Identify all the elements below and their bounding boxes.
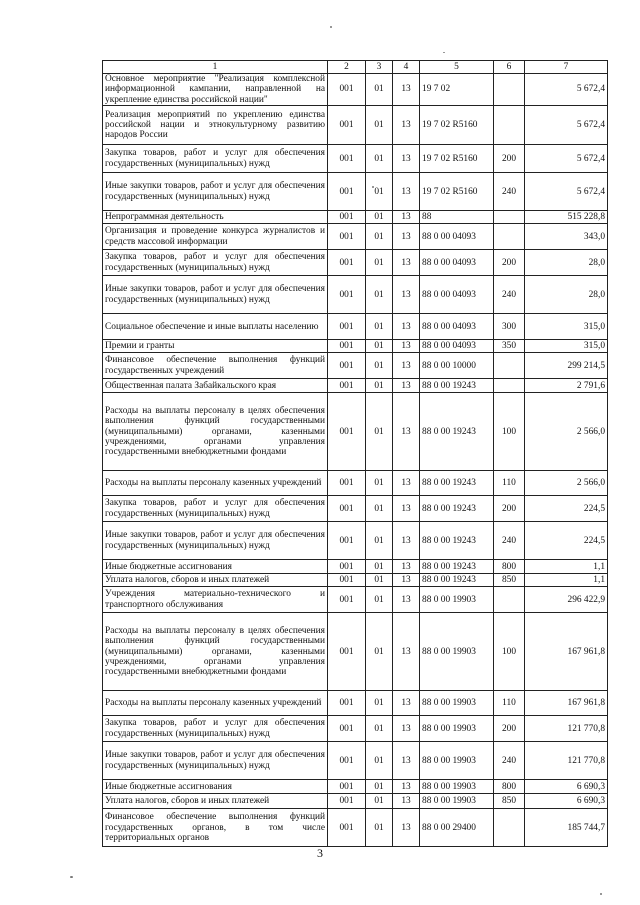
cell-expense-type: [494, 587, 525, 613]
cell-expense-type: 850: [494, 574, 525, 587]
cell-expense-type: [494, 379, 525, 393]
table-row: [103, 211, 608, 224]
table-row: [103, 250, 608, 276]
cell-target-article: 88 0 00 19243: [420, 522, 494, 560]
cell-admin-code: 001: [328, 211, 366, 224]
header-cell: 4: [393, 61, 420, 74]
cell-amount: 5 672,4: [525, 74, 608, 106]
cell-name: Финансовое обеспечение выполнения функций государственных учреждений: [103, 353, 328, 379]
cell-section: 01: [366, 809, 393, 847]
cell-subsection: 13: [393, 276, 420, 314]
cell-target-article: 88 0 00 19903: [420, 587, 494, 613]
table-row: [103, 379, 608, 393]
table-row: [103, 742, 608, 780]
cell-admin-code: 001: [328, 471, 366, 496]
cell-admin-code: 001: [328, 522, 366, 560]
table-row: [103, 74, 608, 106]
cell-subsection: 13: [393, 780, 420, 794]
cell-admin-code: 001: [328, 145, 366, 173]
cell-expense-type: 350: [494, 340, 525, 353]
cell-subsection: 13: [393, 809, 420, 847]
cell-amount: 185 744,7: [525, 809, 608, 847]
table-row: [103, 794, 608, 809]
cell-name: Общественная палата Забайкальского края: [103, 379, 328, 393]
table-row: [103, 353, 608, 379]
cell-expense-type: 800: [494, 560, 525, 574]
scan-speck: [600, 893, 602, 895]
cell-target-article: 88 0 00 19903: [420, 780, 494, 794]
cell-target-article: 88 0 00 04093: [420, 224, 494, 250]
cell-section: 01: [366, 496, 393, 522]
cell-subsection: 13: [393, 379, 420, 393]
cell-subsection: 13: [393, 314, 420, 340]
cell-section: 01: [366, 224, 393, 250]
cell-admin-code: 001: [328, 560, 366, 574]
cell-subsection: 13: [393, 340, 420, 353]
cell-target-article: 88 0 00 19903: [420, 613, 494, 691]
cell-section: 01: [366, 173, 393, 211]
cell-name: Уплата налогов, сборов и иных платежей: [103, 794, 328, 809]
cell-section: 01: [366, 560, 393, 574]
cell-amount: 5 672,4: [525, 145, 608, 173]
cell-name: Непрограммная деятельность: [103, 211, 328, 224]
cell-admin-code: 001: [328, 340, 366, 353]
cell-subsection: 13: [393, 496, 420, 522]
cell-name: Закупка товаров, работ и услуг для обеспечения государственных (муниципальных) нужд: [103, 250, 328, 276]
table-row: [103, 496, 608, 522]
cell-subsection: 13: [393, 145, 420, 173]
cell-amount: 167 961,8: [525, 613, 608, 691]
cell-expense-type: 240: [494, 276, 525, 314]
cell-expense-type: [494, 106, 525, 145]
header-cell: 6: [494, 61, 525, 74]
cell-admin-code: 001: [328, 613, 366, 691]
cell-section: 01: [366, 353, 393, 379]
cell-expense-type: [494, 74, 525, 106]
cell-admin-code: 001: [328, 780, 366, 794]
cell-section: 01: [366, 742, 393, 780]
table-body: [103, 74, 608, 847]
cell-target-article: 88 0 00 04093: [420, 314, 494, 340]
cell-expense-type: 200: [494, 145, 525, 173]
cell-section: 01: [366, 379, 393, 393]
cell-subsection: 13: [393, 574, 420, 587]
cell-subsection: 13: [393, 74, 420, 106]
cell-target-article: 88 0 00 19243: [420, 471, 494, 496]
cell-subsection: 13: [393, 522, 420, 560]
table-row: [103, 691, 608, 716]
cell-name: Финансовое обеспечение выполнения функций государственных органов, в том числе территориальных органов: [103, 809, 328, 847]
table-header-row: [103, 61, 608, 74]
cell-target-article: 19 7 02 R5160: [420, 145, 494, 173]
cell-expense-type: 200: [494, 716, 525, 742]
cell-target-article: 88 0 00 04093: [420, 340, 494, 353]
cell-expense-type: [494, 224, 525, 250]
cell-name: Реализация мероприятий по укреплению единства российской нации и этнокультурному развитию народов России: [103, 106, 328, 145]
cell-name: Иные закупки товаров, работ и услуг для обеспечения государственных (муниципальных) нужд: [103, 276, 328, 314]
cell-amount: 28,0: [525, 276, 608, 314]
cell-amount: 315,0: [525, 340, 608, 353]
cell-expense-type: 110: [494, 691, 525, 716]
header-cell: 1: [103, 61, 328, 74]
cell-section: 01: [366, 276, 393, 314]
cell-section: 01: [366, 691, 393, 716]
cell-admin-code: 001: [328, 276, 366, 314]
cell-expense-type: [494, 211, 525, 224]
cell-amount: 28,0: [525, 250, 608, 276]
table-row: [103, 173, 608, 211]
cell-expense-type: 800: [494, 780, 525, 794]
header-cell: 7: [525, 61, 608, 74]
cell-amount: 6 690,3: [525, 780, 608, 794]
cell-section: 01: [366, 522, 393, 560]
cell-section: 01: [366, 613, 393, 691]
cell-section: 01: [366, 780, 393, 794]
header-cell: 2: [328, 61, 366, 74]
cell-target-article: 88 0 00 19903: [420, 691, 494, 716]
cell-amount: 299 214,5: [525, 353, 608, 379]
cell-name: Уплата налогов, сборов и иных платежей: [103, 574, 328, 587]
cell-amount: 2 791,6: [525, 379, 608, 393]
table-row: [103, 780, 608, 794]
cell-expense-type: 200: [494, 250, 525, 276]
cell-name: Закупка товаров, работ и услуг для обеспечения государственных (муниципальных) нужд: [103, 145, 328, 173]
cell-target-article: 88 0 00 19903: [420, 794, 494, 809]
cell-admin-code: 001: [328, 379, 366, 393]
cell-subsection: 13: [393, 471, 420, 496]
cell-expense-type: 110: [494, 471, 525, 496]
cell-amount: 343,0: [525, 224, 608, 250]
cell-section: 01: [366, 471, 393, 496]
cell-expense-type: [494, 809, 525, 847]
cell-admin-code: 001: [328, 496, 366, 522]
header-cell: 5: [420, 61, 494, 74]
cell-expense-type: 240: [494, 742, 525, 780]
cell-admin-code: 001: [328, 250, 366, 276]
cell-subsection: 13: [393, 742, 420, 780]
cell-admin-code: 001: [328, 574, 366, 587]
cell-expense-type: 200: [494, 496, 525, 522]
cell-amount: 2 566,0: [525, 471, 608, 496]
cell-amount: 5 672,4: [525, 173, 608, 211]
cell-target-article: 88 0 00 19243: [420, 379, 494, 393]
cell-amount: 167 961,8: [525, 691, 608, 716]
cell-section: 01: [366, 314, 393, 340]
cell-section: 01: [366, 574, 393, 587]
cell-admin-code: 001: [328, 353, 366, 379]
cell-name: Расходы на выплаты персоналу казенных учреждений: [103, 691, 328, 716]
cell-name: Организация и проведение конкурса журналистов и средств массовой информации: [103, 224, 328, 250]
cell-amount: 224,5: [525, 522, 608, 560]
table-row: [103, 340, 608, 353]
cell-section: 01: [366, 340, 393, 353]
scan-speck: [70, 876, 73, 878]
cell-expense-type: 850: [494, 794, 525, 809]
page-number: 3: [317, 846, 323, 860]
cell-target-article: 88 0 00 19243: [420, 393, 494, 471]
cell-name: Иные закупки товаров, работ и услуг для обеспечения государственных (муниципальных) нужд: [103, 173, 328, 211]
cell-target-article: 19 7 02 R5160: [420, 173, 494, 211]
table-row: [103, 314, 608, 340]
cell-expense-type: 240: [494, 173, 525, 211]
cell-section: 01: [366, 211, 393, 224]
cell-amount: 315,0: [525, 314, 608, 340]
cell-expense-type: 300: [494, 314, 525, 340]
table-row: [103, 224, 608, 250]
cell-target-article: 88 0 00 19243: [420, 574, 494, 587]
table-row: [103, 574, 608, 587]
cell-name: Расходы на выплаты персоналу казенных учреждений: [103, 471, 328, 496]
cell-subsection: 13: [393, 613, 420, 691]
cell-target-article: 88 0 00 04093: [420, 250, 494, 276]
cell-admin-code: 001: [328, 393, 366, 471]
cell-admin-code: 001: [328, 224, 366, 250]
cell-target-article: 88: [420, 211, 494, 224]
cell-section: 01: [366, 587, 393, 613]
cell-target-article: 19 7 02 R5160: [420, 106, 494, 145]
scan-speck: [330, 26, 332, 28]
table-row: [103, 145, 608, 173]
table-row: [103, 809, 608, 847]
table-row: [103, 276, 608, 314]
cell-expense-type: 240: [494, 522, 525, 560]
cell-name: Закупка товаров, работ и услуг для обеспечения государственных (муниципальных) нужд: [103, 496, 328, 522]
cell-admin-code: 001: [328, 106, 366, 145]
cell-amount: 2 566,0: [525, 393, 608, 471]
cell-subsection: 13: [393, 211, 420, 224]
cell-amount: 515 228,8: [525, 211, 608, 224]
cell-subsection: 13: [393, 106, 420, 145]
cell-admin-code: 001: [328, 74, 366, 106]
cell-subsection: 13: [393, 393, 420, 471]
table-row: [103, 522, 608, 560]
cell-section: 01: [366, 716, 393, 742]
table-row: [103, 471, 608, 496]
cell-subsection: 13: [393, 560, 420, 574]
header-cell: 3: [366, 61, 393, 74]
table-row: [103, 560, 608, 574]
cell-admin-code: 001: [328, 794, 366, 809]
cell-subsection: 13: [393, 587, 420, 613]
cell-amount: 121 770,8: [525, 716, 608, 742]
cell-name: Иные закупки товаров, работ и услуг для обеспечения государственных (муниципальных) нужд: [103, 742, 328, 780]
cell-section: 01: [366, 145, 393, 173]
cell-amount: 121 770,8: [525, 742, 608, 780]
cell-name: Расходы на выплаты персоналу в целях обеспечения выполнения функций государственными (муниципальными) органами, казенными учреждениями, органами управления государственными внебюджетными фондами: [103, 613, 328, 691]
cell-admin-code: 001: [328, 716, 366, 742]
cell-target-article: 19 7 02: [420, 74, 494, 106]
cell-target-article: 88 0 00 19243: [420, 496, 494, 522]
table-row: [103, 393, 608, 471]
cell-section: 01: [366, 106, 393, 145]
cell-amount: 224,5: [525, 496, 608, 522]
cell-name: Иные бюджетные ассигнования: [103, 780, 328, 794]
budget-table: [102, 60, 608, 847]
cell-subsection: 13: [393, 794, 420, 809]
table-row: [103, 613, 608, 691]
cell-target-article: 88 0 00 19903: [420, 742, 494, 780]
cell-target-article: 88 0 00 04093: [420, 276, 494, 314]
cell-name: Иные бюджетные ассигнования: [103, 560, 328, 574]
cell-subsection: 13: [393, 691, 420, 716]
cell-name: Иные закупки товаров, работ и услуг для обеспечения государственных (муниципальных) нужд: [103, 522, 328, 560]
cell-amount: 296 422,9: [525, 587, 608, 613]
table-row: [103, 587, 608, 613]
table-row: [103, 716, 608, 742]
cell-target-article: 88 0 00 10000: [420, 353, 494, 379]
cell-subsection: 13: [393, 353, 420, 379]
cell-admin-code: 001: [328, 691, 366, 716]
cell-subsection: 13: [393, 173, 420, 211]
cell-amount: 1,1: [525, 560, 608, 574]
cell-subsection: 13: [393, 716, 420, 742]
cell-expense-type: 100: [494, 393, 525, 471]
cell-subsection: 13: [393, 250, 420, 276]
cell-name: Расходы на выплаты персоналу в целях обеспечения выполнения функций государственными (муниципальными) органами, казенными учреждениями, органами управления государственными внебюджетными фондами: [103, 393, 328, 471]
cell-admin-code: 001: [328, 587, 366, 613]
cell-name: Закупка товаров, работ и услуг для обеспечения государственных (муниципальных) нужд: [103, 716, 328, 742]
cell-target-article: 88 0 00 19243: [420, 560, 494, 574]
cell-name: Социальное обеспечение и иные выплаты населению: [103, 314, 328, 340]
cell-expense-type: [494, 353, 525, 379]
cell-subsection: 13: [393, 224, 420, 250]
cell-section: 01: [366, 250, 393, 276]
cell-admin-code: 001: [328, 742, 366, 780]
cell-name: Учреждения материально-технического и транспортного обслуживания: [103, 587, 328, 613]
table-row: [103, 106, 608, 145]
cell-target-article: 88 0 00 19903: [420, 716, 494, 742]
cell-amount: 1,1: [525, 574, 608, 587]
cell-amount: 6 690,3: [525, 794, 608, 809]
cell-admin-code: 001: [328, 173, 366, 211]
cell-name: Премии и гранты: [103, 340, 328, 353]
cell-target-article: 88 0 00 29400: [420, 809, 494, 847]
cell-section: 01: [366, 794, 393, 809]
cell-name: Основное мероприятие "Реализация комплексной информационной кампании, направленной на укрепление единства российской нации": [103, 74, 328, 106]
cell-admin-code: 001: [328, 809, 366, 847]
cell-section: 01: [366, 393, 393, 471]
cell-admin-code: 001: [328, 314, 366, 340]
scan-speck: [372, 186, 374, 188]
cell-section: 01: [366, 74, 393, 106]
cell-amount: 5 672,4: [525, 106, 608, 145]
cell-expense-type: 100: [494, 613, 525, 691]
scan-speck: [443, 52, 445, 53]
